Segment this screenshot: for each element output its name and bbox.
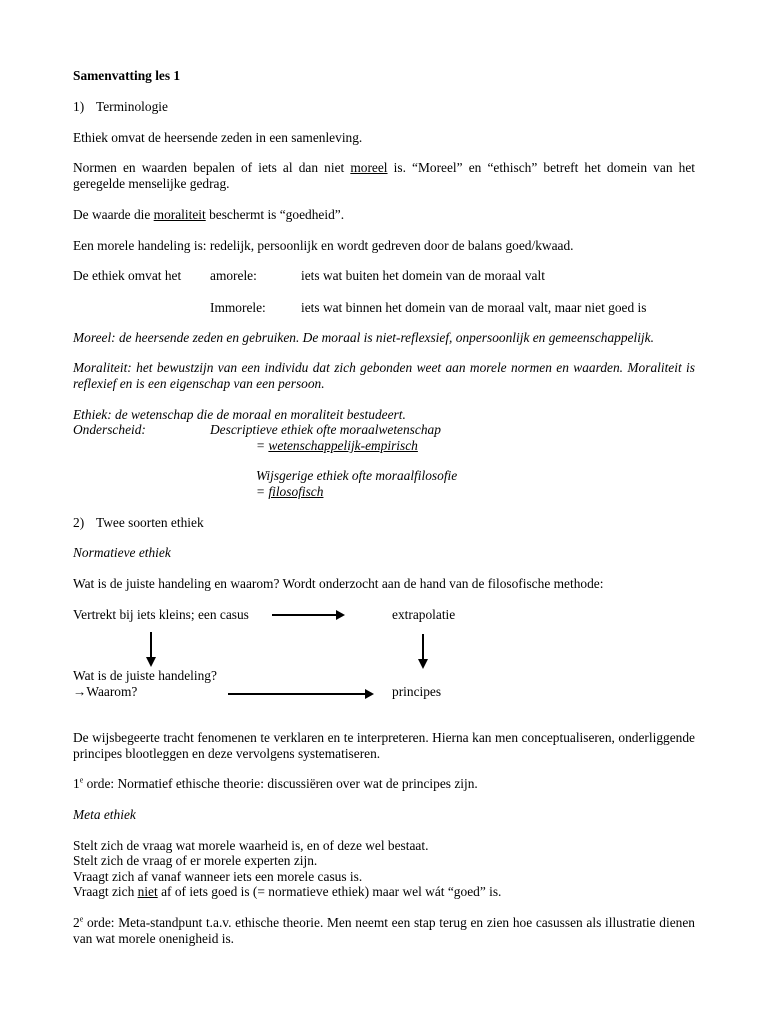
arrow-right-bottom-head (365, 689, 374, 699)
underlined-moreel: moreel (350, 160, 388, 175)
section-number: 2) (73, 515, 85, 530)
moreel-definition: Moreel: de heersende zeden en gebruiken. De moraal is niet-reflexsief, onpersoonlijk en gemeenschappelijk. (73, 330, 654, 345)
right-arrow-icon: → (73, 684, 87, 699)
normatieve-ethiek-heading: Normatieve ethiek (73, 545, 171, 560)
tweede-orde: 2e orde: Meta-standpunt t.a.v. ethische theorie. Men neemt een stap terug en zien hoe casussen als illustratie dienen van wat morele onenigheid is. (73, 914, 695, 946)
meta-line-4: Vraagt zich niet af of iets goed is (= normatieve ethiek) maar wel wát “goed” is. (73, 884, 502, 899)
ethiek-definition: Ethiek: de wetenschap die de moraal en moraliteit bestudeert. (73, 407, 406, 422)
diagram-juiste-handeling: Wat is de juiste handeling? (73, 668, 217, 683)
page-title: Samenvatting les 1 (73, 68, 181, 83)
meta-line-1: Stelt zich de vraag wat morele waarheid is, en of deze wel bestaat. (73, 838, 429, 853)
section-heading-twee-soorten: Twee soorten ethiek (96, 515, 204, 530)
onderscheid-label: Onderscheid: (73, 422, 146, 437)
diagram-extrapolatie: extrapolatie (392, 607, 456, 622)
paragraph-morele-handeling: Een morele handeling is: redelijk, persoonlijk en wordt gedreven door de balans goed/kwaad. (73, 238, 574, 253)
descriptieve-equals: = wetenschappelijk-empirisch (256, 438, 418, 453)
underlined-filosofisch: filosofisch (268, 484, 324, 499)
meta-ethiek-heading: Meta ethiek (73, 807, 136, 822)
underlined-niet: niet (137, 884, 158, 899)
paragraph-juiste-handeling: Wat is de juiste handeling en waarom? Wordt onderzocht aan de hand van de filosofische methode: (73, 576, 604, 591)
section-number: 1) (73, 99, 85, 114)
meta-line-3: Vraagt zich af vanaf wanneer iets een morele casus is. (73, 869, 363, 884)
eerste-orde: 1e orde: Normatief ethische theorie: discussiëren over wat de principes zijn. (73, 775, 478, 791)
arrow-down-left-head (146, 657, 156, 667)
paragraph-wijsbegeerte: De wijsbegeerte tracht fenomenen te verklaren en te interpreteren. Hierna kan men conceptualiseren, onderliggende principes blootleggen en deze vervolgens systematiseren. (73, 730, 695, 761)
immorele-definition: iets wat binnen het domein van de moraal valt, maar niet goed is (301, 300, 647, 315)
descriptieve-ethiek: Descriptieve ethiek ofte moraalwetenschap (210, 422, 441, 437)
diagram-waarom: →Waarom? (73, 684, 138, 699)
meta-line-2: Stelt zich de vraag of er morele experten zijn. (73, 853, 318, 868)
section-heading-terminologie: Terminologie (96, 99, 168, 114)
wijsgerige-ethiek: Wijsgerige ethiek ofte moraalfilosofie (256, 468, 458, 483)
wijsgerige-equals: = filosofisch (256, 484, 324, 499)
paragraph-normen: Normen en waarden bepalen of iets al dan niet moreel is. “Moreel” en “ethisch” betreft het domein van het geregelde menselijke gedrag. (73, 160, 695, 191)
paragraph-waarde: De waarde die moraliteit beschermt is “goedheid”. (73, 207, 345, 222)
underlined-moraliteit: moraliteit (153, 207, 206, 222)
arrow-down-right-head (418, 659, 428, 669)
paragraph-ethiek: Ethiek omvat de heersende zeden in een samenleving. (73, 130, 363, 145)
ethiek-omvat-label: De ethiek omvat het (73, 268, 182, 283)
amorele-term: amorele: (210, 268, 257, 283)
underlined-wetenschappelijk: wetenschappelijk-empirisch (268, 438, 418, 453)
amorele-definition: iets wat buiten het domein van de moraal valt (301, 268, 545, 283)
moraliteit-definition: Moraliteit: het bewustzijn van een individu dat zich gebonden weet aan morele normen en waarden. Moraliteit is reflexief en is een eigenschap van een persoon. (73, 360, 695, 391)
arrow-right-top-head (336, 610, 345, 620)
diagram-start-text: Vertrekt bij iets kleins; een casus (73, 607, 249, 622)
immorele-term: Immorele: (210, 300, 266, 315)
diagram-principes: principes (392, 684, 442, 699)
